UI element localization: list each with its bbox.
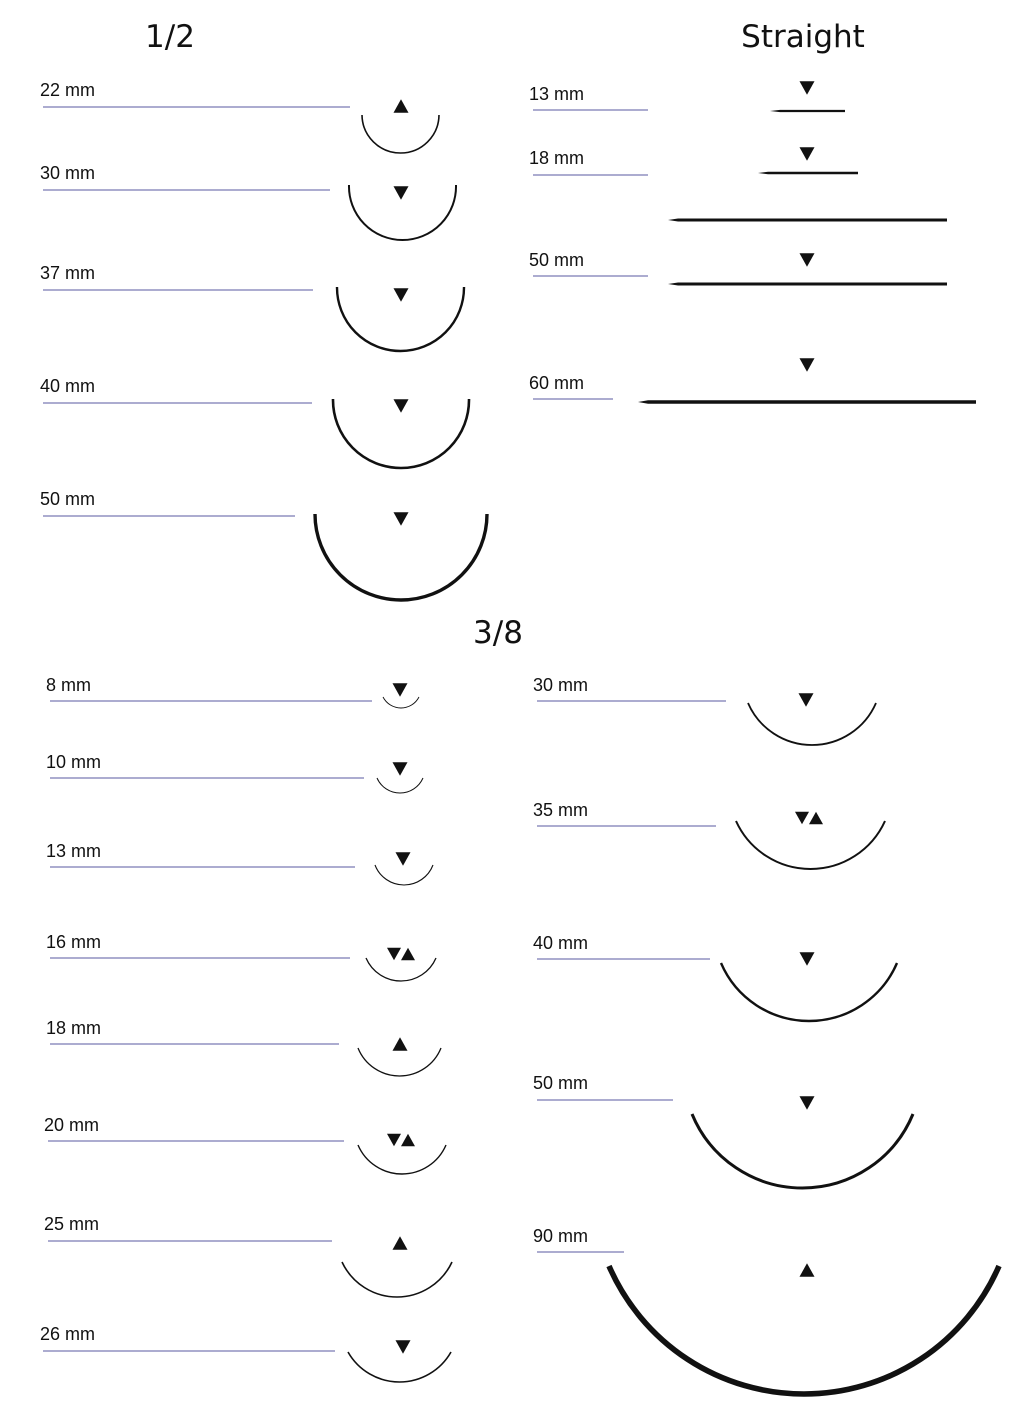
needle-item (46, 841, 433, 885)
size-label: 16 mm (46, 932, 102, 952)
triangle-up-icon (393, 1236, 408, 1250)
curved-needle (377, 778, 423, 793)
size-label: 37 mm (40, 263, 96, 283)
needle-item (46, 932, 436, 981)
triangle-down-icon (387, 948, 401, 961)
curved-needle (362, 115, 439, 153)
needle-group-three-eighths-right (533, 675, 999, 1394)
curved-needle (366, 958, 436, 981)
size-label: 60 mm (529, 373, 585, 393)
needle-item (533, 1073, 913, 1188)
needle-item (529, 147, 858, 175)
needle-item (44, 1214, 452, 1297)
triangle-down-icon (800, 952, 815, 966)
needle-item (40, 263, 464, 351)
triangle-down-icon (394, 399, 409, 413)
triangle-down-icon (800, 358, 815, 372)
needle-item (40, 163, 456, 240)
straight-needle (758, 172, 858, 175)
size-label: 50 mm (40, 489, 96, 509)
size-label: 35 mm (533, 800, 589, 820)
needle-item (529, 358, 976, 404)
straight-needle (668, 283, 947, 286)
heading-half-circle: 1/2 (145, 19, 195, 55)
triangle-down-icon (396, 852, 411, 866)
triangle-down-icon (800, 1096, 815, 1110)
triangle-up-icon (800, 1263, 815, 1277)
size-label: 13 mm (46, 841, 102, 861)
triangle-up-icon (809, 812, 823, 825)
size-label: 50 mm (529, 250, 585, 270)
size-label: 20 mm (44, 1115, 100, 1135)
size-label: 90 mm (533, 1226, 589, 1246)
curved-needle (748, 703, 876, 745)
needles-layer (40, 80, 999, 1394)
needle-item (533, 800, 885, 869)
size-label: 30 mm (40, 163, 96, 183)
triangle-down-icon (799, 693, 814, 707)
size-label: 50 mm (533, 1073, 589, 1093)
needle-item (668, 219, 947, 222)
triangle-up-icon (394, 99, 409, 113)
needle-item (40, 1324, 451, 1382)
needle-group-half (40, 80, 487, 600)
curved-needle (348, 1352, 451, 1382)
size-label: 8 mm (46, 675, 91, 695)
size-label: 18 mm (529, 148, 585, 168)
needle-item (40, 80, 439, 153)
size-label: 30 mm (533, 675, 589, 695)
needle-item (46, 1018, 441, 1076)
size-label: 26 mm (40, 1324, 96, 1344)
straight-needle (668, 219, 947, 222)
size-label: 40 mm (533, 933, 589, 953)
curved-needle (358, 1145, 446, 1174)
needle-item (40, 376, 469, 468)
size-label: 40 mm (40, 376, 96, 396)
triangle-down-icon (394, 288, 409, 302)
triangle-down-icon (800, 81, 815, 95)
heading-straight: Straight (741, 19, 865, 55)
needle-item (533, 933, 897, 1021)
needle-item (46, 752, 423, 793)
needle-item (529, 250, 947, 286)
triangle-up-icon (401, 948, 415, 961)
size-label: 18 mm (46, 1018, 102, 1038)
triangle-down-icon (387, 1134, 401, 1147)
curved-needle (315, 514, 487, 600)
heading-three-eighths: 3/8 (473, 615, 523, 651)
needle-item (529, 81, 845, 112)
needle-group-straight (529, 81, 976, 404)
curved-needle (721, 963, 897, 1021)
curved-needle (358, 1048, 441, 1076)
needle-item (46, 675, 419, 708)
triangle-up-icon (401, 1134, 415, 1147)
triangle-down-icon (394, 186, 409, 200)
curved-needle (342, 1262, 452, 1297)
curved-needle (375, 865, 433, 885)
needle-item (40, 489, 487, 600)
triangle-down-icon (394, 512, 409, 526)
needle-group-three-eighths-left (40, 675, 452, 1382)
triangle-down-icon (800, 147, 815, 161)
triangle-down-icon (800, 253, 815, 267)
straight-needle (638, 400, 976, 404)
needle-item (533, 675, 876, 745)
triangle-down-icon (396, 1340, 411, 1354)
curved-needle (383, 697, 419, 708)
triangle-down-icon (393, 762, 408, 776)
curved-needle (692, 1114, 913, 1188)
straight-needle (770, 110, 845, 112)
size-label: 10 mm (46, 752, 102, 772)
curved-needle (736, 821, 885, 869)
triangle-up-icon (393, 1037, 408, 1051)
triangle-down-icon (393, 683, 408, 697)
needle-item (533, 1226, 999, 1394)
curved-needle (609, 1266, 999, 1394)
size-label: 13 mm (529, 84, 585, 104)
triangle-down-icon (795, 812, 809, 825)
size-label: 22 mm (40, 80, 96, 100)
needle-item (44, 1115, 446, 1174)
size-label: 25 mm (44, 1214, 100, 1234)
